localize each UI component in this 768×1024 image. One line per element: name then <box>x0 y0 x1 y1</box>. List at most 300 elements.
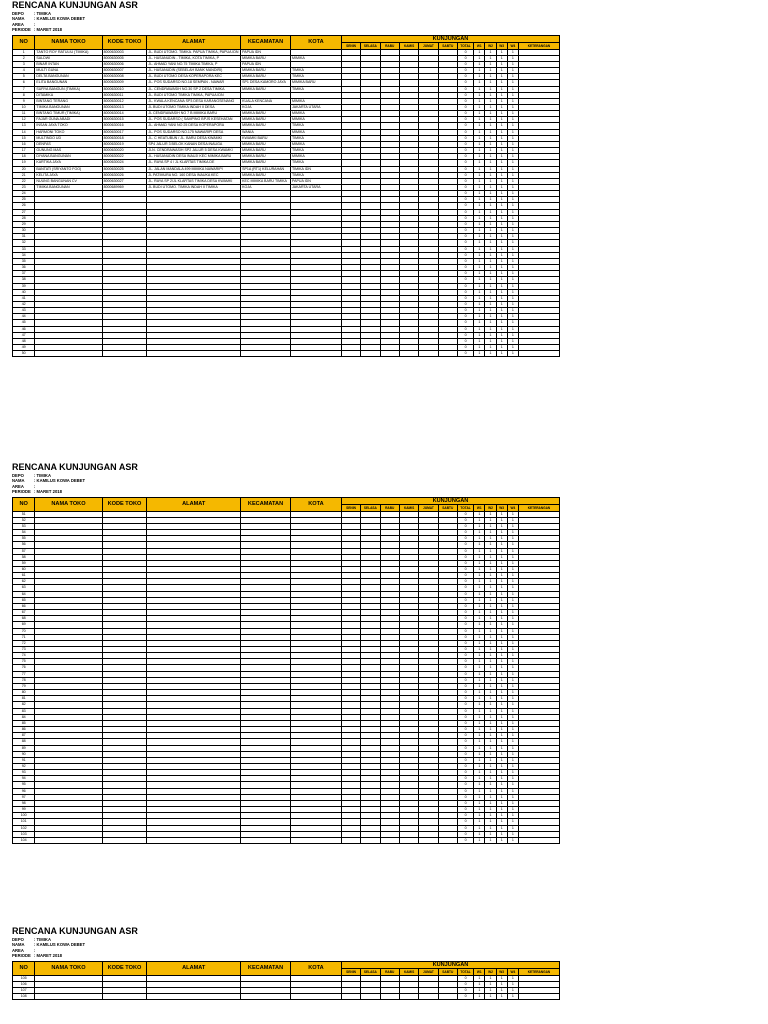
cell-alamat: JL. RAYA SP 4 / JL KLARTAS TIMIKA DE <box>147 160 241 166</box>
cell-week: 1 <box>496 647 507 653</box>
cell-week: 1 <box>496 554 507 560</box>
col-selasa: SELASA <box>361 968 380 975</box>
cell-nama-toko <box>35 351 102 357</box>
cell-kode-toko: 8000630014 <box>102 111 147 117</box>
cell-week: 1 <box>496 283 507 289</box>
col-senin: SENIN <box>341 42 360 49</box>
cell-no: 91 <box>13 757 35 763</box>
cell-no: 60 <box>13 566 35 572</box>
table-body <box>13 49 560 357</box>
cell-total: 0 <box>457 104 473 110</box>
cell-kota: TIMIKA IDN <box>290 166 341 172</box>
cell-week: 1 <box>474 191 485 197</box>
cell-nama-toko: DENFAS <box>35 141 102 147</box>
cell-total: 0 <box>457 277 473 283</box>
cell-nama-toko <box>35 994 102 1000</box>
periode-value: : MARET 2018 <box>34 953 62 959</box>
cell-no: 70 <box>13 628 35 634</box>
cell-no: 28 <box>13 215 35 221</box>
cell-week: 1 <box>507 683 518 689</box>
cell-kode-toko <box>102 994 147 1000</box>
cell-total: 0 <box>457 622 473 628</box>
cell-week: 1 <box>485 751 496 757</box>
cell-week: 1 <box>485 591 496 597</box>
cell-week: 1 <box>474 86 485 92</box>
cell-week: 1 <box>496 215 507 221</box>
cell-nama-toko <box>35 837 102 843</box>
cell-alamat: JL. POS SUDARSO ( SAMPING BPJS KESEHATAN <box>147 117 241 123</box>
col-senin: SENIN <box>341 504 360 511</box>
cell-week: 1 <box>485 603 496 609</box>
cell-no: 94 <box>13 776 35 782</box>
cell-week: 1 <box>485 634 496 640</box>
cell-total: 0 <box>457 178 473 184</box>
cell-no: 71 <box>13 634 35 640</box>
cell-day <box>419 351 438 357</box>
report-title: RENCANA KUNJUNGAN ASR <box>12 0 138 10</box>
cell-week: 1 <box>496 597 507 603</box>
cell-no: 18 <box>13 154 35 160</box>
meta-periode <box>12 27 560 32</box>
cell-week: 1 <box>474 135 485 141</box>
cell-no: 41 <box>13 295 35 301</box>
cell-week: 1 <box>507 271 518 277</box>
cell-week: 1 <box>485 727 496 733</box>
cell-total: 0 <box>457 751 473 757</box>
cell-week: 1 <box>507 308 518 314</box>
cell-week: 1 <box>507 548 518 554</box>
cell-week: 1 <box>507 523 518 529</box>
col-total: TOTAL <box>457 504 473 511</box>
cell-week: 1 <box>485 332 496 338</box>
cell-total: 0 <box>457 837 473 843</box>
cell-total: 0 <box>457 653 473 659</box>
cell-alamat: JL. HASANUDIN DESA INAUJI KEC MIMIKA BARU <box>147 154 241 160</box>
cell-no: 103 <box>13 831 35 837</box>
cell-no: 29 <box>13 221 35 227</box>
cell-kota: MIMIKA BARU <box>290 80 341 86</box>
cell-week: 1 <box>485 763 496 769</box>
col-kode-toko: KODE TOKO <box>102 35 147 49</box>
cell-week: 1 <box>485 129 496 135</box>
cell-week: 1 <box>496 111 507 117</box>
cell-week: 1 <box>474 148 485 154</box>
cell-keterangan <box>518 994 559 1000</box>
cell-total: 0 <box>457 825 473 831</box>
cell-kota: PAPUA IDN <box>290 178 341 184</box>
col-total: TOTAL <box>457 968 473 975</box>
cell-total: 0 <box>457 794 473 800</box>
cell-total: 0 <box>457 720 473 726</box>
cell-week: 1 <box>507 530 518 536</box>
cell-week: 1 <box>485 345 496 351</box>
cell-total: 0 <box>457 301 473 307</box>
cell-week: 1 <box>474 185 485 191</box>
col-rabu: RABU <box>380 42 399 49</box>
cell-week: 1 <box>485 975 496 981</box>
cell-week: 1 <box>474 647 485 653</box>
cell-week: 1 <box>496 511 507 517</box>
cell-week: 1 <box>507 517 518 523</box>
cell-no: 67 <box>13 610 35 616</box>
cell-total: 0 <box>457 308 473 314</box>
cell-week: 1 <box>507 178 518 184</box>
cell-week: 1 <box>474 702 485 708</box>
cell-week: 1 <box>474 634 485 640</box>
cell-total: 0 <box>457 209 473 215</box>
cell-week: 1 <box>507 813 518 819</box>
cell-alamat: SP4 JALUR 3 BELOK KANAN DESA INAUGA <box>147 141 241 147</box>
cell-week: 1 <box>474 129 485 135</box>
cell-week: 1 <box>474 782 485 788</box>
cell-kode-toko: 8000630020 <box>102 148 147 154</box>
cell-kota: TIMIKA <box>290 172 341 178</box>
cell-week: 1 <box>474 123 485 129</box>
cell-week: 1 <box>474 788 485 794</box>
cell-total: 0 <box>457 554 473 560</box>
cell-week: 1 <box>507 172 518 178</box>
cell-total: 0 <box>457 677 473 683</box>
cell-week: 1 <box>496 751 507 757</box>
cell-week: 1 <box>474 794 485 800</box>
col-w1: W1 <box>474 504 485 511</box>
cell-no: 87 <box>13 733 35 739</box>
cell-no: 45 <box>13 320 35 326</box>
cell-total: 0 <box>457 597 473 603</box>
cell-week: 1 <box>485 172 496 178</box>
cell-kode-toko: 8000630005 <box>102 55 147 61</box>
cell-week: 1 <box>496 579 507 585</box>
cell-week: 1 <box>507 129 518 135</box>
cell-total: 0 <box>457 800 473 806</box>
cell-kode-toko: 8000630024 <box>102 160 147 166</box>
cell-week: 1 <box>496 591 507 597</box>
cell-week: 1 <box>485 616 496 622</box>
cell-week: 1 <box>496 745 507 751</box>
cell-week: 1 <box>507 800 518 806</box>
cell-no: 105 <box>13 975 35 981</box>
cell-week: 1 <box>496 92 507 98</box>
cell-no: 75 <box>13 659 35 665</box>
cell-total: 0 <box>457 166 473 172</box>
cell-week: 1 <box>507 258 518 264</box>
cell-week: 1 <box>496 622 507 628</box>
cell-alamat: JL. BUDI UTOMO. TIMIKA. PAPUA TIMIKA, PAPUA IDN <box>147 49 241 55</box>
cell-no: 61 <box>13 573 35 579</box>
depo-value: : TIMIKA <box>34 937 51 942</box>
cell-kota <box>290 994 341 1000</box>
col-kamis: KAMIS <box>399 504 418 511</box>
cell-week: 1 <box>507 776 518 782</box>
col-w3: W3 <box>496 504 507 511</box>
periode-value: : MARET 2018 <box>34 489 62 495</box>
cell-week: 1 <box>474 80 485 86</box>
cell-week: 1 <box>496 763 507 769</box>
cell-week: 1 <box>474 289 485 295</box>
cell-no: 68 <box>13 616 35 622</box>
cell-no: 79 <box>13 683 35 689</box>
cell-kecamatan: MIMIKA BARU <box>241 68 291 74</box>
cell-week: 1 <box>507 74 518 80</box>
cell-alamat: JL BUDI UTOMO. TIMIKA INDAH II TIMIKA <box>147 185 241 191</box>
cell-week: 1 <box>507 647 518 653</box>
cell-day <box>361 351 380 357</box>
cell-total: 0 <box>457 659 473 665</box>
cell-week: 1 <box>474 720 485 726</box>
nama-label: NAMA <box>12 942 25 948</box>
cell-week: 1 <box>507 92 518 98</box>
cell-no: 22 <box>13 178 35 184</box>
cell-no: 64 <box>13 591 35 597</box>
cell-week: 1 <box>507 628 518 634</box>
col-kode-toko: KODE TOKO <box>102 497 147 511</box>
col-alamat: ALAMAT <box>147 961 241 975</box>
cell-week: 1 <box>474 837 485 843</box>
cell-week: 1 <box>474 178 485 184</box>
cell-week: 1 <box>474 258 485 264</box>
cell-day <box>361 994 380 1000</box>
cell-week: 1 <box>496 975 507 981</box>
cell-day <box>399 351 418 357</box>
cell-week: 1 <box>496 530 507 536</box>
cell-week: 1 <box>507 720 518 726</box>
cell-week: 1 <box>485 338 496 344</box>
cell-week: 1 <box>507 714 518 720</box>
cell-total: 0 <box>457 665 473 671</box>
cell-day <box>380 994 399 1000</box>
area-value: : <box>34 21 36 27</box>
col-nama-toko: NAMA TOKO <box>35 961 102 975</box>
cell-week: 1 <box>496 98 507 104</box>
cell-week: 1 <box>474 332 485 338</box>
cell-no: 2 <box>13 55 35 61</box>
cell-week: 1 <box>474 745 485 751</box>
cell-nama-toko: BINTANG TERANG <box>35 98 102 104</box>
cell-total: 0 <box>457 320 473 326</box>
cell-total: 0 <box>457 548 473 554</box>
area-value: : <box>34 947 36 953</box>
cell-nama-toko: GUNUNG MAS <box>35 148 102 154</box>
cell-week: 1 <box>507 191 518 197</box>
cell-kecamatan: MIMIKA BARU <box>241 172 291 178</box>
cell-week: 1 <box>496 258 507 264</box>
cell-total: 0 <box>457 197 473 203</box>
cell-no: 12 <box>13 117 35 123</box>
cell-kecamatan: WANIA <box>241 129 291 135</box>
col-nama-toko: NAMA TOKO <box>35 35 102 49</box>
cell-week: 1 <box>485 154 496 160</box>
cell-week: 1 <box>496 191 507 197</box>
cell-nama-toko: DIYANA BANGUNAN <box>35 154 102 160</box>
cell-week: 1 <box>474 622 485 628</box>
cell-no: 33 <box>13 246 35 252</box>
cell-total: 0 <box>457 295 473 301</box>
cell-week: 1 <box>496 49 507 55</box>
col-kecamatan: KECAMATAN <box>241 497 291 511</box>
cell-week: 1 <box>485 794 496 800</box>
cell-nama-toko: TIMIKA BANGUNAN <box>35 185 102 191</box>
cell-total: 0 <box>457 283 473 289</box>
cell-total: 0 <box>457 234 473 240</box>
cell-week: 1 <box>485 203 496 209</box>
cell-week: 1 <box>507 573 518 579</box>
cell-week: 1 <box>485 542 496 548</box>
cell-week: 1 <box>496 542 507 548</box>
cell-week: 1 <box>485 191 496 197</box>
cell-no: 1 <box>13 49 35 55</box>
cell-week: 1 <box>485 782 496 788</box>
cell-week: 1 <box>485 197 496 203</box>
cell-week: 1 <box>496 782 507 788</box>
cell-alamat: JL. C HEATUBUN / JL. BARU DESA KWAMKI <box>147 135 241 141</box>
cell-week: 1 <box>474 727 485 733</box>
cell-week: 1 <box>485 622 496 628</box>
cell-no: 37 <box>13 271 35 277</box>
cell-week: 1 <box>474 813 485 819</box>
cell-no: 16 <box>13 141 35 147</box>
col-alamat: ALAMAT <box>147 35 241 49</box>
cell-week: 1 <box>474 591 485 597</box>
cell-week: 1 <box>485 209 496 215</box>
cell-kecamatan <box>241 837 291 843</box>
cell-week: 1 <box>496 295 507 301</box>
cell-total: 0 <box>457 351 473 357</box>
cell-nama-toko: INSAN JAYA TOKO <box>35 123 102 129</box>
cell-week: 1 <box>485 98 496 104</box>
cell-week: 1 <box>485 92 496 98</box>
cell-no: 40 <box>13 289 35 295</box>
cell-week: 1 <box>474 981 485 987</box>
cell-week: 1 <box>474 240 485 246</box>
cell-no: 63 <box>13 585 35 591</box>
depo-label: DEPO <box>12 473 24 478</box>
col-jumat: JUMAT <box>419 504 438 511</box>
col-rabu: RABU <box>380 968 399 975</box>
cell-keterangan <box>518 351 559 357</box>
cell-week: 1 <box>507 301 518 307</box>
cell-week: 1 <box>474 74 485 80</box>
cell-week: 1 <box>496 326 507 332</box>
cell-week: 1 <box>507 117 518 123</box>
cell-week: 1 <box>485 517 496 523</box>
cell-week: 1 <box>496 727 507 733</box>
cell-week: 1 <box>507 98 518 104</box>
cell-no: 3 <box>13 61 35 67</box>
cell-total: 0 <box>457 714 473 720</box>
cell-no: 77 <box>13 671 35 677</box>
cell-total: 0 <box>457 258 473 264</box>
cell-week: 1 <box>496 154 507 160</box>
col-sabtu: SABTU <box>438 968 457 975</box>
cell-total: 0 <box>457 135 473 141</box>
cell-kota: MIMIKA <box>290 141 341 147</box>
cell-no: 24 <box>13 191 35 197</box>
cell-week: 1 <box>485 271 496 277</box>
cell-week: 1 <box>496 160 507 166</box>
cell-week: 1 <box>507 807 518 813</box>
cell-week: 1 <box>485 696 496 702</box>
cell-week: 1 <box>474 677 485 683</box>
cell-no: 43 <box>13 308 35 314</box>
cell-total: 0 <box>457 696 473 702</box>
cell-week: 1 <box>496 794 507 800</box>
cell-total: 0 <box>457 690 473 696</box>
cell-week: 1 <box>507 788 518 794</box>
cell-week: 1 <box>485 221 496 227</box>
cell-nama-toko: KELITA JAYA <box>35 172 102 178</box>
cell-week: 1 <box>507 49 518 55</box>
cell-total: 0 <box>457 831 473 837</box>
cell-week: 1 <box>474 603 485 609</box>
cell-total: 0 <box>457 252 473 258</box>
table-body <box>13 975 560 1000</box>
cell-no: 38 <box>13 277 35 283</box>
cell-week: 1 <box>507 622 518 628</box>
cell-week: 1 <box>485 647 496 653</box>
cell-total: 0 <box>457 819 473 825</box>
table-row <box>13 994 560 1000</box>
col-w4: W4 <box>507 968 518 975</box>
cell-week: 1 <box>485 610 496 616</box>
cell-week: 1 <box>485 776 496 782</box>
cell-week: 1 <box>496 129 507 135</box>
cell-no: 56 <box>13 542 35 548</box>
nama-value: : KAMILUS KOWA DEBET <box>34 16 86 22</box>
cell-week: 1 <box>485 104 496 110</box>
cell-week: 1 <box>496 74 507 80</box>
cell-total: 0 <box>457 49 473 55</box>
cell-no: 47 <box>13 332 35 338</box>
col-kota: KOTA <box>290 961 341 975</box>
cell-no: 84 <box>13 714 35 720</box>
cell-week: 1 <box>474 228 485 234</box>
cell-week: 1 <box>507 123 518 129</box>
cell-week: 1 <box>474 987 485 993</box>
cell-week: 1 <box>485 665 496 671</box>
cell-week: 1 <box>496 831 507 837</box>
cell-week: 1 <box>496 517 507 523</box>
cell-week: 1 <box>474 975 485 981</box>
cell-nama-toko: DITAMIKA <box>35 92 102 98</box>
cell-week: 1 <box>507 332 518 338</box>
col-w2: W2 <box>485 968 496 975</box>
cell-total: 0 <box>457 634 473 640</box>
cell-kode-toko: 8000630022 <box>102 154 147 160</box>
cell-no: 4 <box>13 68 35 74</box>
cell-no: 108 <box>13 994 35 1000</box>
cell-total: 0 <box>457 536 473 542</box>
cell-week: 1 <box>496 634 507 640</box>
cell-kota: MIMIKA <box>290 111 341 117</box>
cell-week: 1 <box>496 720 507 726</box>
cell-week: 1 <box>485 111 496 117</box>
cell-week: 1 <box>485 757 496 763</box>
cell-total: 0 <box>457 326 473 332</box>
cell-week: 1 <box>496 338 507 344</box>
cell-no: 83 <box>13 708 35 714</box>
cell-week: 1 <box>474 166 485 172</box>
cell-day <box>361 837 380 843</box>
cell-week: 1 <box>485 573 496 579</box>
col-keterangan: KETERANGAN <box>518 42 559 49</box>
cell-no: 95 <box>13 782 35 788</box>
cell-week: 1 <box>474 308 485 314</box>
cell-total: 0 <box>457 770 473 776</box>
cell-week: 1 <box>496 573 507 579</box>
cell-no: 89 <box>13 745 35 751</box>
cell-kode-toko: 8000630008 <box>102 74 147 80</box>
cell-week: 1 <box>474 585 485 591</box>
